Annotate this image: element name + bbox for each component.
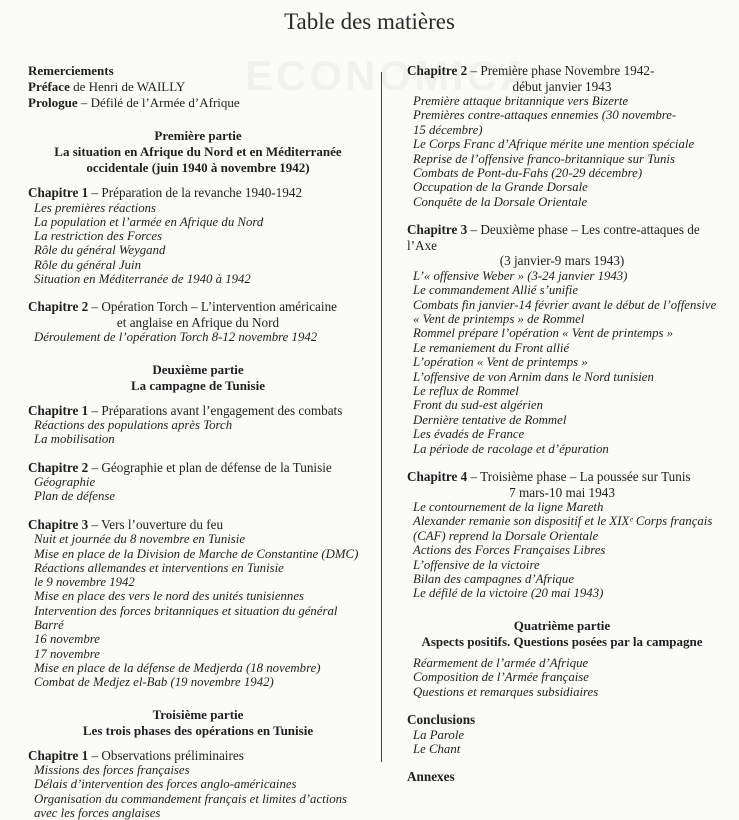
part-name: Première partie	[154, 128, 242, 143]
section-list	[28, 475, 368, 504]
section-item[interactable]: Situation en Méditerranée de 1940 à 1942	[34, 271, 251, 286]
chapter-heading[interactable]: Chapitre 4 – Troisième phase – La poussée sur Tunis 7 mars-10 mai 1943	[407, 469, 691, 500]
section-item[interactable]: La période de racolage et d’épuration	[413, 441, 609, 456]
section-item[interactable]: L’« offensive Weber » (3-24 janvier 1943)	[413, 268, 628, 283]
right-column	[407, 63, 717, 785]
section-item[interactable]: Déroulement de l’opération Torch 8-12 novembre 1942	[34, 330, 318, 345]
chapter-heading[interactable]: Chapitre 3 – Vers l’ouverture du feu	[28, 516, 224, 532]
section-list	[28, 418, 368, 447]
section-list	[407, 269, 717, 456]
chapter-heading[interactable]: Chapitre 1 – Préparation de la revanche 1940-1942	[28, 185, 303, 200]
section-item[interactable]: Alexander remanie son dispositif et le XIXᵉ Corps français	[413, 514, 713, 529]
section-item[interactable]: Missions des forces françaises	[34, 763, 190, 778]
section-item[interactable]: Intervention des forces britanniques et situation du général Barré	[34, 603, 338, 633]
section-item[interactable]: Bilan des campagnes d’Afrique	[413, 572, 574, 587]
section-item[interactable]: le 9 novembre 1942	[34, 575, 135, 590]
section-item[interactable]: Combats fin janvier-14 février avant le début de l’offensive	[413, 297, 717, 312]
section-item[interactable]: Organisation du commandement français et limites d’actions	[34, 791, 348, 806]
section-list	[28, 201, 368, 287]
section-item[interactable]: Mise en place des vers le nord des unités tunisiennes	[34, 589, 304, 604]
section-item[interactable]: Rôle du général Weygand	[34, 243, 166, 258]
section-item[interactable]: 16 novembre	[34, 632, 100, 647]
chapter-heading[interactable]: Chapitre 2 – Géographie et plan de défense de la Tunisie	[28, 459, 332, 475]
chapter-heading[interactable]: Chapitre 1 – Préparations avant l’engagement des combats	[28, 402, 343, 418]
section-item[interactable]: La population et l’armée en Afrique du Nord	[34, 214, 264, 229]
section-item[interactable]: La Parole	[413, 727, 465, 742]
section-item[interactable]: Questions et remarques subsidiaires	[413, 684, 599, 699]
section-item[interactable]: Front du sud-est algérien	[413, 398, 543, 413]
section-list	[407, 94, 717, 209]
section-item[interactable]: Rommel prépare l’opération « Vent de printemps »	[413, 326, 674, 341]
section-item[interactable]: 15 décembre)	[413, 122, 483, 137]
front-matter-preface[interactable]: Préface de Henri de WAILLY	[28, 79, 186, 94]
section-item[interactable]: Rôle du général Juin	[34, 257, 141, 272]
section-item[interactable]: Mise en place de la Division de Marche de Constantine (DMC)	[34, 546, 359, 561]
section-list	[407, 656, 717, 699]
chapter-heading[interactable]: Chapitre 1 – Observations préliminaires	[28, 747, 244, 763]
part-subtitle: Les trois phases des opérations en Tunisie	[82, 722, 314, 738]
section-item[interactable]: « Vent de printemps » de Rommel	[413, 311, 585, 326]
part-subtitle: La situation en Afrique du Nord et en Méditerranée occidentale (juin 1940 à novembre 1942)	[54, 144, 342, 175]
part-3-heading[interactable]	[28, 707, 368, 739]
section-item[interactable]: Géographie	[34, 475, 96, 490]
section-item[interactable]: L’offensive de von Arnim dans le Nord tunisien	[413, 369, 654, 384]
section-list	[28, 763, 368, 820]
section-item[interactable]: Le contournement de la ligne Mareth	[413, 500, 604, 515]
part-name: Quatrième partie	[513, 617, 611, 633]
page-title: Table des matières	[284, 9, 455, 34]
section-item[interactable]: Les évadés de France	[413, 427, 525, 442]
section-item[interactable]: 17 novembre	[34, 646, 100, 661]
section-item[interactable]: Les premières réactions	[34, 200, 157, 215]
section-item[interactable]: Combats de Pont-du-Fahs (20-29 décembre)	[413, 166, 643, 181]
section-item[interactable]: L’offensive de la victoire	[413, 557, 540, 572]
section-item[interactable]: Réarmement de l’armée d’Afrique	[413, 655, 589, 670]
section-item[interactable]: Dernière tentative de Rommel	[413, 412, 567, 427]
section-item[interactable]: La mobilisation	[34, 432, 115, 447]
section-item[interactable]: Composition de l’Armée française	[413, 670, 589, 685]
section-item[interactable]: Le Chant	[413, 742, 461, 756]
section-item[interactable]: Le reflux de Rommel	[413, 384, 519, 398]
front-matter-prologue[interactable]: Prologue – Défilé de l’Armée d’Afrique	[28, 95, 240, 110]
section-list	[407, 728, 717, 757]
section-item[interactable]: Le Corps Franc d’Afrique mérite une mention spéciale	[413, 137, 695, 152]
chapter-heading[interactable]: Chapitre 3 – Deuxième phase – Les contre-attaques de l’Axe (3 janvier-9 mars 1943)	[407, 222, 700, 269]
conclusions-heading[interactable]: Conclusions	[407, 712, 476, 728]
chapter-heading[interactable]: Chapitre 2 – Première phase Novembre 1942- début janvier 1943	[407, 63, 655, 94]
part-subtitle: La campagne de Tunisie	[130, 377, 265, 393]
left-column	[28, 63, 368, 820]
section-item[interactable]: Nuit et journée du 8 novembre en Tunisie	[34, 532, 245, 547]
section-item[interactable]: Délais d’intervention des forces anglo-américaines	[34, 777, 297, 792]
section-item[interactable]: Actions des Forces Françaises Libres	[413, 543, 606, 558]
annexes-heading[interactable]: Annexes	[407, 769, 455, 785]
front-matter-acknowledgements[interactable]: Remerciements	[28, 63, 114, 78]
section-list	[28, 330, 368, 344]
part-subtitle: Aspects positifs. Questions posées par la campagne	[421, 633, 703, 649]
section-item[interactable]: (CAF) reprend la Dorsale Orientale	[413, 528, 599, 543]
section-item[interactable]: Conquête de la Dorsale Orientale	[413, 194, 588, 209]
column-divider	[381, 72, 382, 762]
chapter-heading[interactable]: Chapitre 2 – Opération Torch – L’intervention américaine et anglaise en Afrique du Nord	[28, 299, 338, 330]
section-item[interactable]: Premières contre-attaques ennemies (30 novembre-	[413, 108, 677, 123]
section-item[interactable]: Le défilé de la victoire (20 mai 1943)	[413, 586, 604, 601]
section-item[interactable]: Réactions allemandes et interventions en Tunisie	[34, 560, 284, 575]
section-item[interactable]: L’opération « Vent de printemps »	[413, 355, 588, 370]
section-list	[28, 532, 368, 689]
section-item[interactable]: La restriction des Forces	[34, 229, 163, 244]
part-name: Deuxième partie	[152, 361, 244, 377]
section-item[interactable]: Le remaniement du Front allié	[413, 340, 570, 355]
section-list	[407, 500, 717, 601]
part-1-heading[interactable]	[28, 128, 368, 176]
section-item[interactable]: Réactions des populations après Torch	[34, 418, 233, 433]
part-2-heading[interactable]	[28, 362, 368, 394]
section-item[interactable]: Plan de défense	[34, 489, 116, 504]
section-item[interactable]: Reprise de l’offensive franco-britannique sur Tunis	[413, 151, 675, 166]
section-item[interactable]: Occupation de la Grande Dorsale	[413, 180, 588, 195]
section-item[interactable]: Mise en place de la défense de Medjerda (18 novembre)	[34, 660, 321, 675]
section-item[interactable]: Le commandement Allié s’unifie	[413, 283, 579, 298]
section-item[interactable]: avec les forces anglaises	[34, 805, 161, 820]
part-4-heading[interactable]	[407, 618, 717, 650]
part-name: Troisième partie	[152, 706, 244, 722]
section-item[interactable]: Combat de Medjez el-Bab (19 novembre 1942)	[34, 675, 274, 690]
section-item[interactable]: Première attaque britannique vers Bizerte	[413, 94, 629, 108]
